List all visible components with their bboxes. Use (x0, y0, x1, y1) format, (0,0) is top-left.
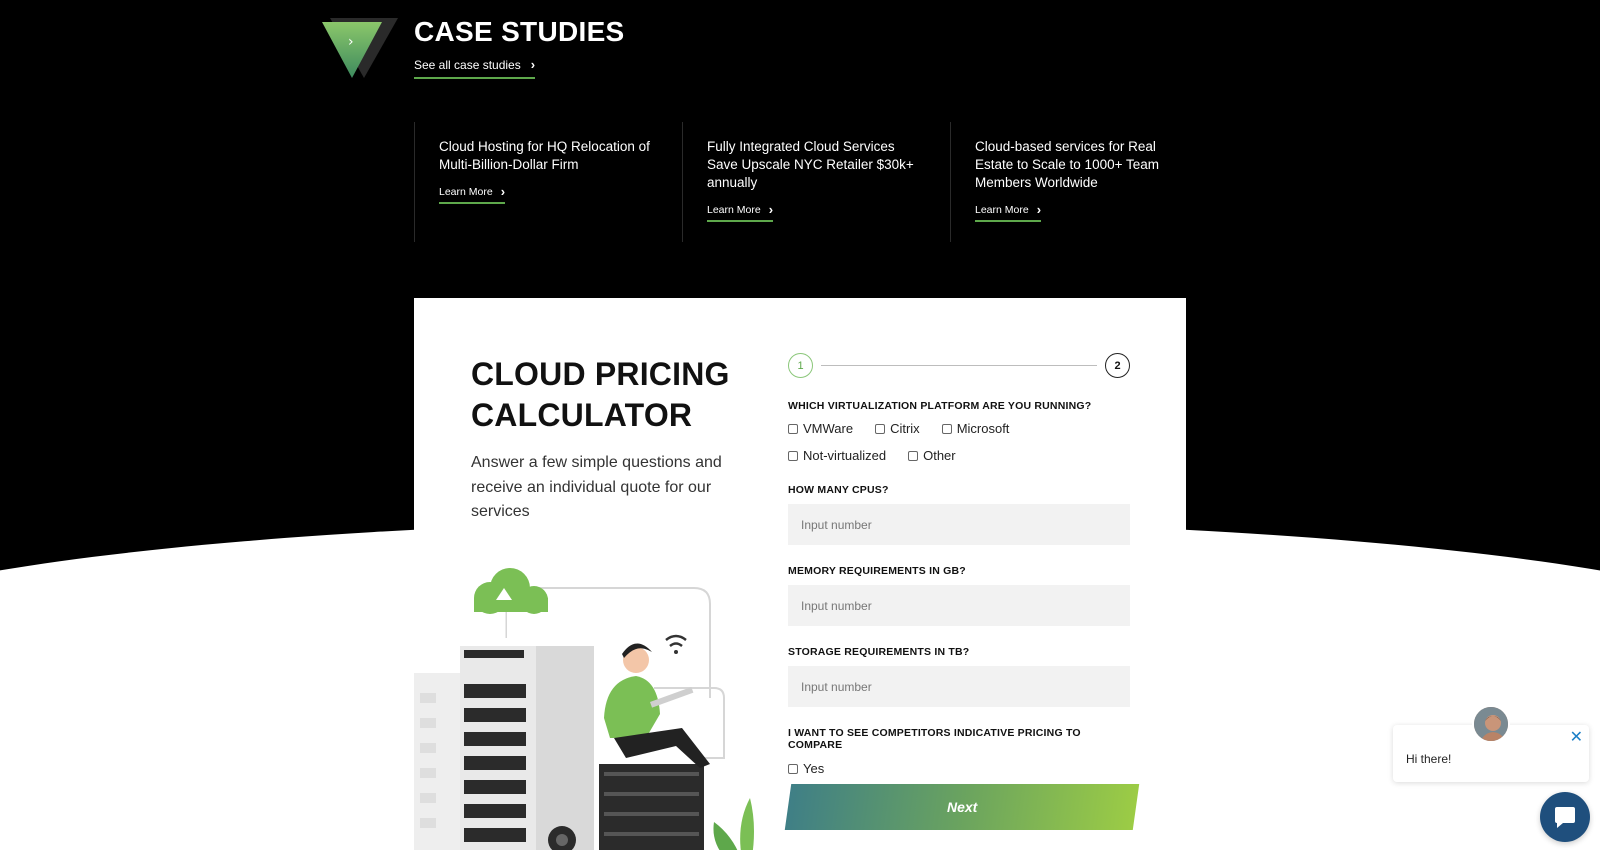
next-button-label: Next (946, 799, 978, 815)
platform-question-label: WHICH VIRTUALIZATION PLATFORM ARE YOU RUNNING? (788, 400, 1092, 412)
case-study-card (950, 122, 1218, 242)
option-label: Not-virtualized (803, 448, 887, 463)
learn-more-link[interactable] (975, 202, 1041, 222)
case-study-title: Cloud Hosting for HQ Relocation of Multi-Billion-Dollar Firm (439, 139, 650, 172)
checkbox[interactable] (788, 424, 798, 434)
calculator-description: Answer a few simple questions and receive an individual quote for our services (471, 454, 722, 520)
chevron-right-icon: › (500, 184, 506, 199)
avatar (1472, 705, 1510, 743)
checkbox[interactable] (908, 451, 918, 461)
svg-text:›: › (348, 34, 354, 50)
platform-options (788, 421, 1118, 463)
option-label: Other (923, 448, 956, 463)
chevron-right-icon: › (530, 57, 536, 72)
case-study-title: Fully Integrated Cloud Services Save Upscale NYC Retailer $30k+ annually (707, 139, 914, 190)
progress-stepper (788, 353, 1130, 379)
option-label: VMWare (803, 421, 854, 436)
memory-input[interactable]: Input number (788, 585, 1130, 626)
pricing-calculator-panel (414, 298, 1186, 850)
cpus-input[interactable]: Input number (788, 504, 1130, 545)
competitors-option-yes[interactable] (788, 761, 1130, 776)
chat-launcher-button[interactable] (1540, 792, 1590, 842)
learn-more-label: Learn More (707, 203, 761, 216)
chat-icon (1552, 804, 1578, 830)
step-1-indicator: 1 (788, 353, 813, 378)
stepper-line (821, 365, 1097, 366)
checkbox[interactable] (788, 451, 798, 461)
case-studies-triangle-icon (320, 16, 400, 80)
case-study-title: Cloud-based services for Real Estate to Scale to 1000+ Team Members Worldwide (975, 139, 1159, 190)
case-studies-title: CASE STUDIES (414, 16, 625, 47)
case-study-card (682, 122, 950, 242)
storage-field (788, 646, 1130, 707)
competitors-label: I WANT TO SEE COMPETITORS INDICATIVE PRICING TO COMPARE (788, 727, 1081, 751)
calculator-form (788, 400, 1130, 776)
cpus-label: HOW MANY CPUS? (788, 484, 889, 496)
checkbox[interactable] (875, 424, 885, 434)
learn-more-link[interactable] (707, 202, 773, 222)
chat-greeting-text: Hi there! (1406, 752, 1452, 766)
cpus-field (788, 484, 1130, 545)
learn-more-label: Learn More (439, 185, 493, 198)
checkbox[interactable] (788, 764, 798, 774)
platform-option-not-virtualized[interactable] (788, 448, 886, 463)
platform-option-other[interactable] (908, 448, 956, 463)
step-2-indicator: 2 (1105, 353, 1130, 378)
case-studies-list (414, 122, 1218, 242)
checkbox[interactable] (942, 424, 952, 434)
calculator-title: CLOUD PRICING CALCULATOR (471, 356, 730, 433)
chevron-right-icon: › (1036, 202, 1042, 217)
see-all-case-studies-link[interactable] (414, 57, 535, 79)
learn-more-label: Learn More (975, 203, 1029, 216)
platform-option-microsoft[interactable] (942, 421, 1010, 436)
option-label: Citrix (890, 421, 920, 436)
memory-label: MEMORY REQUIREMENTS IN GB? (788, 565, 966, 577)
platform-option-vmware[interactable] (788, 421, 853, 436)
server-illustration (414, 568, 764, 850)
storage-label: STORAGE REQUIREMENTS IN TB? (788, 646, 970, 658)
option-label: Microsoft (956, 421, 1010, 436)
platform-option-citrix[interactable] (875, 421, 920, 436)
close-icon[interactable]: ✕ (1569, 729, 1583, 746)
next-button[interactable] (785, 784, 1139, 830)
see-all-label: See all case studies (414, 57, 521, 72)
storage-input[interactable]: Input number (788, 666, 1130, 707)
learn-more-link[interactable] (439, 184, 505, 204)
competitors-field (788, 727, 1130, 776)
chevron-right-icon: › (768, 202, 774, 217)
option-label: Yes (803, 761, 825, 776)
case-study-card (414, 122, 682, 242)
wifi-icon (666, 636, 686, 646)
memory-field (788, 565, 1130, 626)
cloud-upload-icon (474, 568, 548, 640)
